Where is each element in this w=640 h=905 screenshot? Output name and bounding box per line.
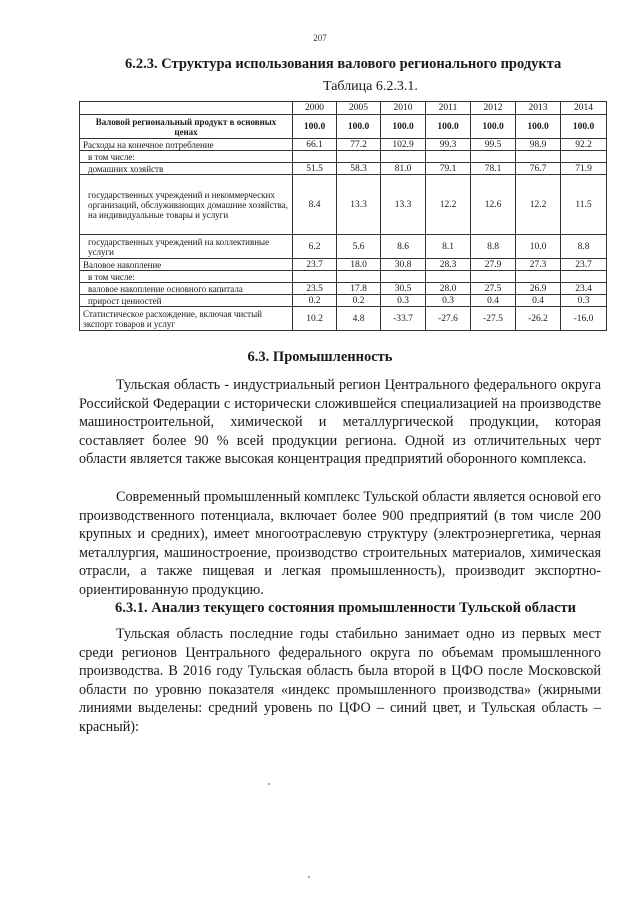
table-cell [337, 151, 381, 163]
table-cell: 8.8 [561, 235, 607, 259]
row-label: валовое накопление основного капитала [80, 283, 293, 295]
year-header: 2011 [426, 102, 471, 115]
table-cell: 81.0 [381, 163, 426, 175]
table-cell: 23.5 [293, 283, 337, 295]
table-cell: 8.1 [426, 235, 471, 259]
table-row [80, 307, 607, 331]
row-label: в том числе: [80, 151, 293, 163]
table-cell: 79.1 [426, 163, 471, 175]
table-cell: 76.7 [516, 163, 561, 175]
table-cell [293, 151, 337, 163]
table-cell: 0.4 [471, 295, 516, 307]
year-header: 2005 [337, 102, 381, 115]
table-cell: 6.2 [293, 235, 337, 259]
table-cell: 8.4 [293, 175, 337, 235]
table-cell: 100.0 [337, 115, 381, 139]
table-cell: 51.5 [293, 163, 337, 175]
table-cell: 58.3 [337, 163, 381, 175]
table-cell [561, 151, 607, 163]
table-cell: 71.9 [561, 163, 607, 175]
table-cell: 98.9 [516, 139, 561, 151]
table-cell: 30.5 [381, 283, 426, 295]
table-row [80, 283, 607, 295]
table-cell: 0.3 [381, 295, 426, 307]
table-row [80, 259, 607, 271]
table-cell: 8.8 [471, 235, 516, 259]
row-label: государственных учреждений и некоммерческих организаций, обслуживающих домашние хозяйства, на индивидуальные товары и услуги [80, 175, 293, 235]
row-label: Статистическое расхождение, включая чистый экспорт товаров и услуг [80, 307, 293, 331]
table-row [80, 271, 607, 283]
table-cell: 12.6 [471, 175, 516, 235]
subsection-heading-analysis: 6.3.1. Анализ текущего состояния промышленности Тульской области [115, 600, 576, 616]
year-header: 2014 [561, 102, 607, 115]
table-cell: 100.0 [561, 115, 607, 139]
table-cell: 13.3 [337, 175, 381, 235]
table-cell: -33.7 [381, 307, 426, 331]
table-cell: 27.3 [516, 259, 561, 271]
table-cell: 100.0 [381, 115, 426, 139]
row-label: Расходы на конечное потребление [80, 139, 293, 151]
table-cell: 99.3 [426, 139, 471, 151]
page-number: 207 [313, 33, 327, 43]
table-cell [426, 151, 471, 163]
table-cell: 27.5 [471, 283, 516, 295]
table-row [80, 115, 607, 139]
paragraph [79, 376, 601, 469]
row-label: Валовое накопление [80, 259, 293, 271]
table-caption: Таблица 6.2.3.1. [323, 79, 418, 94]
table-cell: 78.1 [471, 163, 516, 175]
table-cell: 100.0 [471, 115, 516, 139]
table-row [80, 151, 607, 163]
table-cell: 100.0 [516, 115, 561, 139]
table-cell: 28.3 [426, 259, 471, 271]
table-cell: 12.2 [426, 175, 471, 235]
table-cell: 0.2 [293, 295, 337, 307]
scan-speck [268, 783, 270, 785]
table-row [80, 295, 607, 307]
table-cell: 0.2 [337, 295, 381, 307]
table-header-row [80, 102, 607, 115]
table-cell: -26.2 [516, 307, 561, 331]
table-cell: -27.5 [471, 307, 516, 331]
table-cell [381, 271, 426, 283]
table-cell: 100.0 [293, 115, 337, 139]
table-row [80, 163, 607, 175]
table-header-corner [80, 102, 293, 115]
table-cell: 4.8 [337, 307, 381, 331]
table-cell: 8.6 [381, 235, 426, 259]
table-cell: 13.3 [381, 175, 426, 235]
paragraph-text: Современный промышленный комплекс Тульской области является основой его производственного потенциала, включает более 900 предприятий (в том числе 200 крупных и средних), имеет многоотраслевую структуру (электроэнергетика, черная металлургия, машиностроение, производство строительных материалов, химическая отрасли, а также пищевая и легкая промышленность), производит экспортно-ориентированную продукцию. [79, 489, 601, 598]
paragraph [79, 488, 601, 600]
table-cell: -27.6 [426, 307, 471, 331]
paragraph-text: Тульская область последние годы стабильно занимает одно из первых мест среди регионов Центрального федерального округа по объемам промышленного производства. В 2016 году Тульская область была второй в ЦФО после Московской области по уровню показателя «индекс промышленного производства» (жирными линиями выделены: средний уровень по ЦФО – синий цвет, и Тульская область – красный): [79, 626, 601, 735]
table-cell [426, 271, 471, 283]
table-cell [337, 271, 381, 283]
section-heading: 6.2.3. Структура использования валового регионального продукта [125, 56, 562, 72]
paragraph-text: Тульская область - индустриальный регион Центрального федерального округа Российской Федерации с исторически сложившейся специализацией на производстве машиностроительной, химической и металлургической продукции, которая составляет более 90 % всей продукции региона. Одной из отличительных черт области является также высокая концентрация предприятий оборонного комплекса. [79, 377, 601, 468]
year-header: 2010 [381, 102, 426, 115]
row-label: прирост ценностей [80, 295, 293, 307]
table-cell: 27.9 [471, 259, 516, 271]
row-label: Валовой региональный продукт в основных ценах [80, 115, 293, 139]
table-cell: 92.2 [561, 139, 607, 151]
table-cell: 0.3 [426, 295, 471, 307]
row-label: в том числе: [80, 271, 293, 283]
table-cell [516, 271, 561, 283]
table-cell: 30.8 [381, 259, 426, 271]
table-row [80, 175, 607, 235]
gdp-structure-table [79, 101, 607, 331]
table-cell: 23.4 [561, 283, 607, 295]
table-cell: 26.9 [516, 283, 561, 295]
year-header: 2013 [516, 102, 561, 115]
table-cell: 77.2 [337, 139, 381, 151]
table-row [80, 139, 607, 151]
table-cell: 17.8 [337, 283, 381, 295]
table-cell: 10.0 [516, 235, 561, 259]
table-cell [561, 271, 607, 283]
scan-speck [308, 876, 310, 878]
table-cell [516, 151, 561, 163]
table-cell: 18.0 [337, 259, 381, 271]
paragraph [79, 625, 601, 737]
table-cell: 0.3 [561, 295, 607, 307]
year-header: 2000 [293, 102, 337, 115]
table-cell: 23.7 [561, 259, 607, 271]
subsection-heading-industry: 6.3. Промышленность [247, 349, 393, 365]
table-cell: -16.0 [561, 307, 607, 331]
table-cell [471, 151, 516, 163]
table-cell: 28.0 [426, 283, 471, 295]
table-cell: 12.2 [516, 175, 561, 235]
table-cell: 23.7 [293, 259, 337, 271]
year-header: 2012 [471, 102, 516, 115]
table-row [80, 235, 607, 259]
table-cell [471, 271, 516, 283]
table-cell: 102.9 [381, 139, 426, 151]
table-cell: 5.6 [337, 235, 381, 259]
table-cell: 99.5 [471, 139, 516, 151]
table-cell: 0.4 [516, 295, 561, 307]
table-cell: 100.0 [426, 115, 471, 139]
table-cell [381, 151, 426, 163]
row-label: государственных учреждений на коллективные услуги [80, 235, 293, 259]
table-cell: 10.2 [293, 307, 337, 331]
table-cell: 11.5 [561, 175, 607, 235]
row-label: домашних хозяйств [80, 163, 293, 175]
table-cell [293, 271, 337, 283]
table-cell: 66.1 [293, 139, 337, 151]
